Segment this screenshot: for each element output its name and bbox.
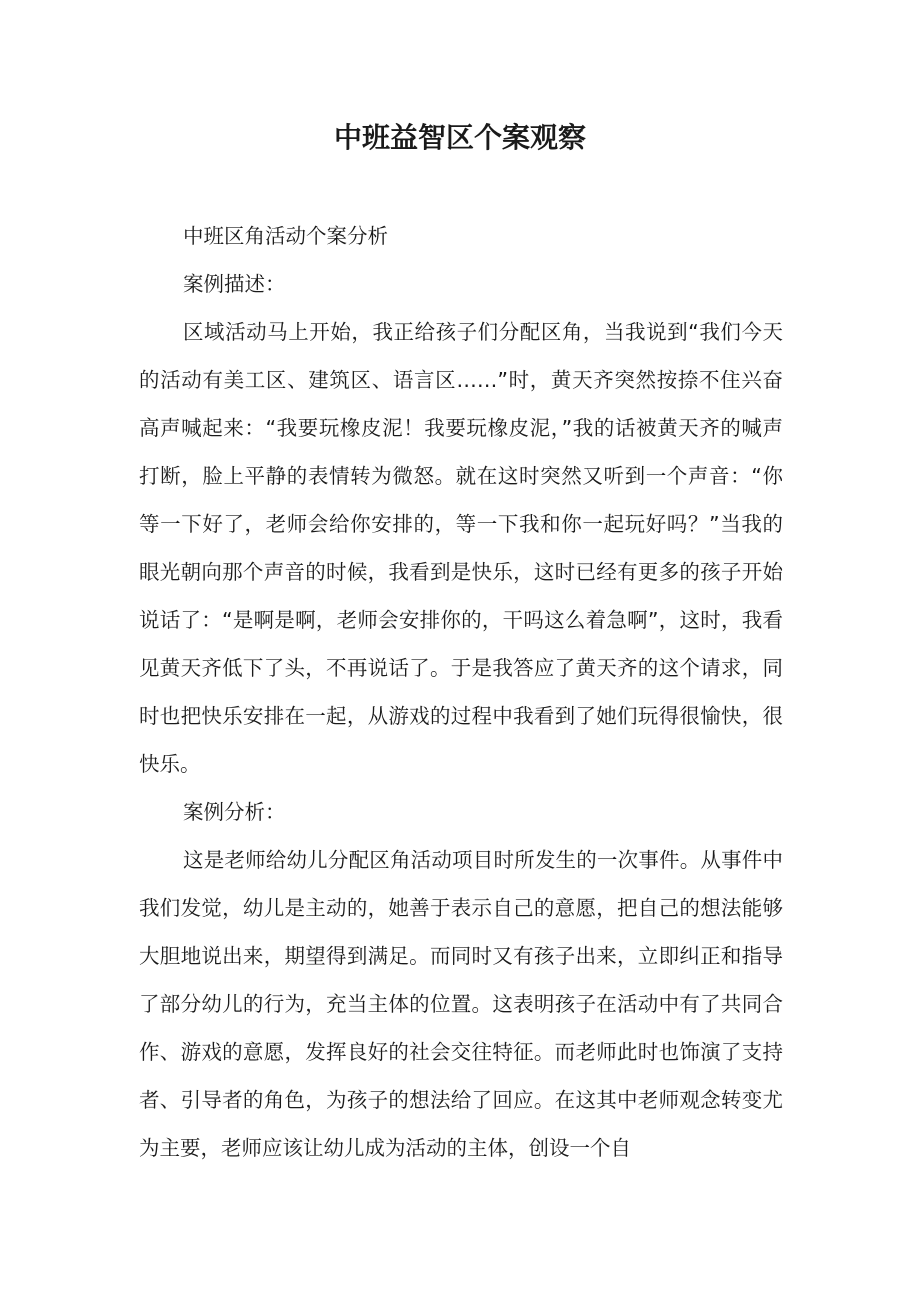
subtitle-paragraph: 中班区角活动个案分析 [183,224,388,248]
case-description-heading: 案例描述： [183,272,286,296]
case-description-paragraph: 区域活动马上开始，我正给孩子们分配区角，当我说到“我们今天的活动有美工区、建筑区、语言区……”时，黄天齐突然按捺不住兴奋高声喊起来：“我要玩橡皮泥！我要玩橡皮泥，”我的话被黄天齐的喊声打断，脸上平静的表情转为微怒。就在这时突然又听到一个声音：“你等一下好了，老师会给你安排的，等一下我和你一起玩好吗？”当我的眼光朝向那个声音的时候，我看到是快乐，这时已经有更多的孩子开始说话了：“是啊是啊，老师会安排你的，干吗这么着急啊”，这时，我看见黄天齐低下了头，不再说话了。于是我答应了黄天齐的这个请求，同时也把快乐安排在一起，从游戏的过程中我看到了她们玩得很愉快，很快乐。 [139,320,783,776]
document-body [139,212,783,1172]
document-title: 中班益智区个案观察 [333,121,586,154]
case-analysis-paragraph: 这是老师给幼儿分配区角活动项目时所发生的一次事件。从事件中我们发觉，幼儿是主动的，她善于表示自己的意愿，把自己的想法能够大胆地说出来，期望得到满足。而同时又有孩子出来，立即纠正和指导了部分幼儿的行为，充当主体的位置。这表明孩子在活动中有了共同合作、游戏的意愿，发挥良好的社会交往特征。而老师此时也饰演了支持者、引导者的角色，为孩子的想法给了回应。在这其中老师观念转变尤为主要，老师应该让幼儿成为活动的主体，创设一个自 [139,848,783,1160]
case-analysis-heading: 案例分析： [183,800,286,824]
